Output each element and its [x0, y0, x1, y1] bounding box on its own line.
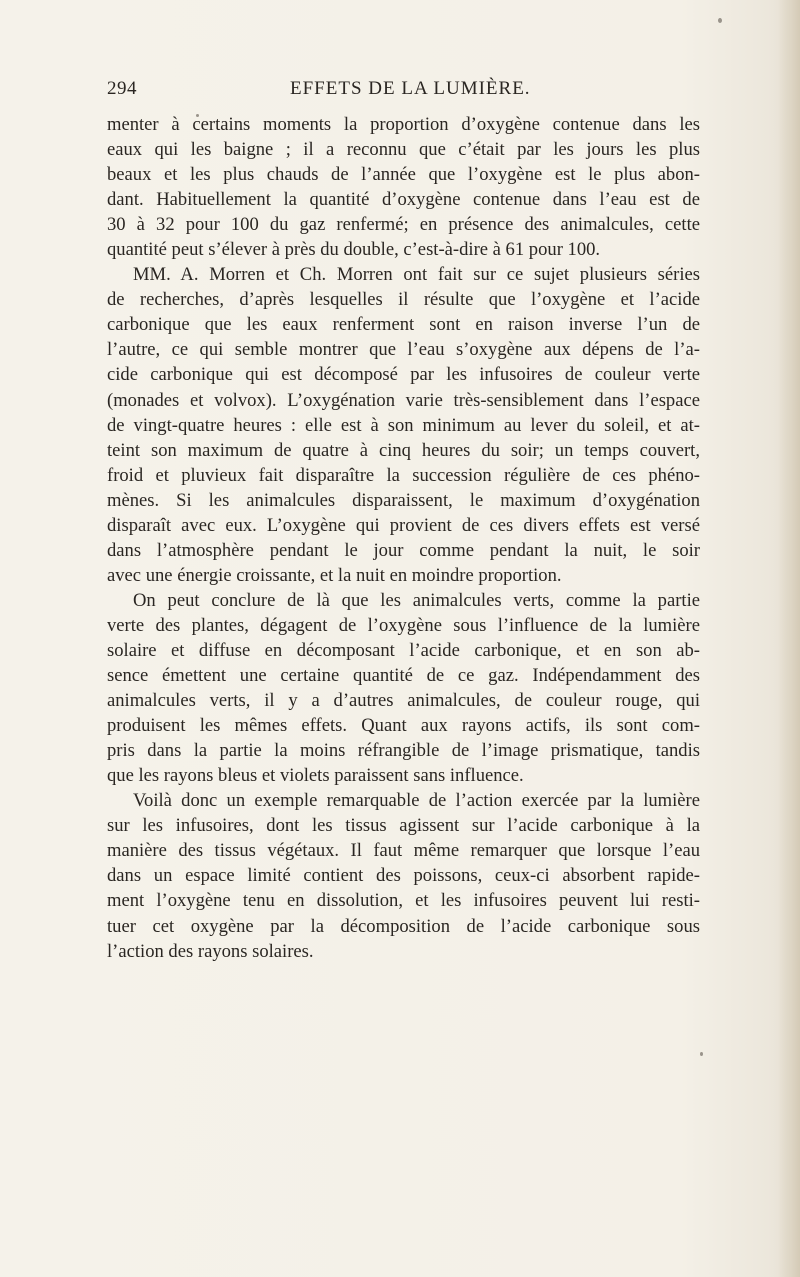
paragraph-1	[107, 112, 700, 262]
text-line: que les rayons bleus et violets paraissent sans influence.	[107, 765, 524, 787]
text-line: l’autre, ce qui semble montrer que l’eau s’oxygène aux dépens de l’a-	[107, 339, 700, 361]
text-line: teint son maximum de quatre à cinq heures du soir; un temps couvert,	[107, 439, 700, 461]
text-line: eaux qui les baigne ; il a reconnu que c’était par les jours les plus	[107, 139, 700, 161]
text-line: dans un espace limité contient des poissons, ceux-ci absorbent rapide-	[107, 865, 700, 887]
paragraph-4	[107, 788, 700, 963]
body-text	[107, 112, 700, 964]
running-title: EFFETS DE LA LUMIÈRE.	[290, 78, 531, 99]
text-line: quantité peut s’élever à près du double, c’est-à-dire à 61 pour 100.	[107, 239, 601, 261]
ink-speck	[700, 1052, 703, 1056]
text-line: MM. A. Morren et Ch. Morren ont fait sur ce sujet plusieurs séries	[133, 264, 700, 286]
text-line: animalcules verts, il y a d’autres animalcules, de couleur rouge, qui	[107, 690, 700, 712]
paragraph-3	[107, 588, 700, 788]
text-line: dans l’atmosphère pendant le jour comme pendant la nuit, le soir	[107, 539, 700, 561]
page-number: 294	[107, 78, 137, 99]
text-line: dant. Habituellement la quantité d’oxygène contenue dans l’eau est de	[107, 189, 700, 211]
text-line: de vingt-quatre heures : elle est à son minimum au lever du soleil, et at-	[107, 414, 700, 436]
text-line: (monades et volvox). L’oxygénation varie très-sensiblement dans l’espace	[107, 389, 700, 411]
text-line: solaire et diffuse en décomposant l’acide carbonique, et en son ab-	[107, 639, 700, 661]
text-line: beaux et les plus chauds de l’année que l’oxygène est le plus abon-	[107, 164, 700, 186]
text-line: sur les infusoires, dont les tissus agissent sur l’acide carbonique à la	[107, 815, 700, 837]
text-line: ment l’oxygène tenu en dissolution, et les infusoires peuvent lui resti-	[107, 890, 700, 912]
text-line: cide carbonique qui est décomposé par les infusoires de couleur verte	[107, 364, 700, 386]
page-edge-shadow	[778, 0, 800, 1277]
text-line: tuer cet oxygène par la décomposition de l’acide carbonique sous	[107, 915, 700, 937]
text-line: On peut conclure de là que les animalcules verts, comme la partie	[133, 589, 700, 611]
text-line: de recherches, d’après lesquelles il résulte que l’oxygène et l’acide	[107, 289, 700, 311]
text-line: Voilà donc un exemple remarquable de l’action exercée par la lumière	[133, 790, 700, 812]
text-line: pris dans la partie la moins réfrangible de l’image prismatique, tandis	[107, 740, 700, 762]
text-line: disparaît avec eux. L’oxygène qui provient de ces divers effets est versé	[107, 514, 700, 536]
text-line: froid et pluvieux fait disparaître la succession régulière de ces phéno-	[107, 464, 700, 486]
text-line: menter à certains moments la proportion d’oxygène contenue dans les	[107, 114, 700, 135]
text-line: verte des plantes, dégagent de l’oxygène sous l’influence de la lumière	[107, 614, 700, 636]
text-line: avec une énergie croissante, et la nuit en moindre proportion.	[107, 564, 562, 586]
text-line: l’action des rayons solaires.	[107, 940, 314, 962]
text-line: produisent les mêmes effets. Quant aux rayons actifs, ils sont com-	[107, 715, 700, 737]
text-line: 30 à 32 pour 100 du gaz renfermé; en présence des animalcules, cette	[107, 214, 700, 236]
ink-speck	[718, 18, 722, 23]
text-line: sence émettent une certaine quantité de ce gaz. Indépendamment des	[107, 665, 700, 687]
text-line: mènes. Si les animalcules disparaissent, le maximum d’oxygénation	[107, 489, 700, 511]
text-line: carbonique que les eaux renferment sont en raison inverse l’un de	[107, 314, 700, 336]
page-header	[107, 78, 697, 108]
paragraph-2	[107, 262, 700, 588]
text-line: manière des tissus végétaux. Il faut même remarquer que lorsque l’eau	[107, 840, 700, 862]
